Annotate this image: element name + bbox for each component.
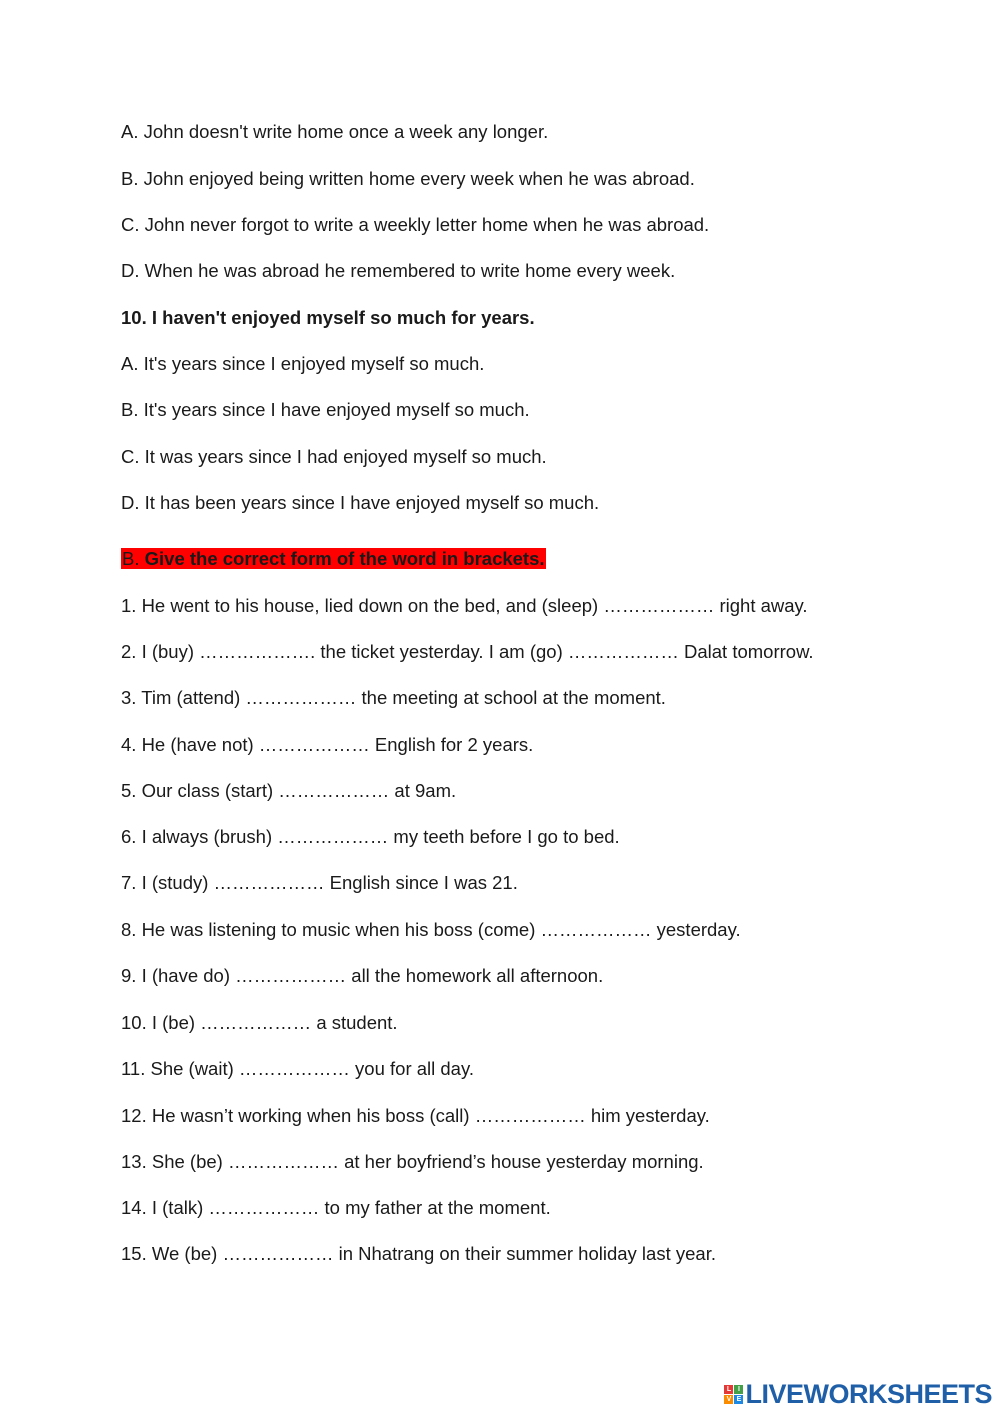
- q9-option-c: C. John never forgot to write a weekly letter home when he was abroad.: [121, 214, 710, 235]
- section-b-title: Give the correct form of the word in brackets.: [144, 548, 545, 569]
- logo-mark-i: I: [734, 1385, 743, 1394]
- section-b-item-7: 7. I (study) ……………… English since I was 21.: [121, 872, 518, 893]
- section-b-item-4: 4. He (have not) ……………… English for 2 years.: [121, 734, 534, 755]
- section-b-item-1: 1. He went to his house, lied down on the bed, and (sleep) ……………… right away.: [121, 595, 808, 616]
- section-b-item-13: 13. She (be) ……………… at her boyfriend’s house yesterday morning.: [121, 1151, 704, 1172]
- q10-option-b: B. It's years since I have enjoyed myself so much.: [121, 399, 530, 420]
- q10-stem: 10. I haven't enjoyed myself so much for years.: [121, 307, 535, 328]
- liveworksheets-logo: [724, 1377, 992, 1411]
- q9-option-a: A. John doesn't write home once a week any longer.: [121, 121, 549, 142]
- q10-option-a: A. It's years since I enjoyed myself so much.: [121, 353, 485, 374]
- section-b-highlight: [121, 548, 546, 569]
- section-b-item-8: 8. He was listening to music when his boss (come) ……………… yesterday.: [121, 919, 741, 940]
- section-b-item-10: 10. I (be) ……………… a student.: [121, 1012, 398, 1033]
- logo-mark-icon: [724, 1385, 743, 1404]
- logo-mark-l: L: [724, 1385, 733, 1394]
- section-b-item-6: 6. I always (brush) ……………… my teeth before I go to bed.: [121, 826, 620, 847]
- logo-mark-e: E: [734, 1395, 743, 1404]
- section-b-item-9: 9. I (have do) ……………… all the homework all afternoon.: [121, 965, 604, 986]
- q9-option-b: B. John enjoyed being written home every week when he was abroad.: [121, 168, 695, 189]
- q10-option-c: C. It was years since I had enjoyed myself so much.: [121, 446, 547, 467]
- q10-option-d: D. It has been years since I have enjoyed myself so much.: [121, 492, 600, 513]
- logo-mark-v: V: [724, 1395, 733, 1404]
- section-b-item-11: 11. She (wait) ……………… you for all day.: [121, 1058, 474, 1079]
- section-b-letter: B.: [122, 548, 140, 569]
- section-b-item-15: 15. We (be) ……………… in Nhatrang on their summer holiday last year.: [121, 1243, 716, 1264]
- section-b-item-12: 12. He wasn’t working when his boss (call) ……………… him yesterday.: [121, 1105, 710, 1126]
- q9-option-d: D. When he was abroad he remembered to write home every week.: [121, 260, 676, 281]
- section-b-heading: [121, 547, 546, 571]
- section-b-item-5: 5. Our class (start) ……………… at 9am.: [121, 780, 457, 801]
- section-b-item-2: 2. I (buy) ………………. the ticket yesterday. I am (go) ……………… Dalat tomorrow.: [121, 641, 814, 662]
- section-b-item-14: 14. I (talk) ……………… to my father at the moment.: [121, 1197, 551, 1218]
- section-b-item-3: 3. Tim (attend) ……………… the meeting at school at the moment.: [121, 687, 666, 708]
- logo-text: LIVEWORKSHEETS: [745, 1378, 992, 1409]
